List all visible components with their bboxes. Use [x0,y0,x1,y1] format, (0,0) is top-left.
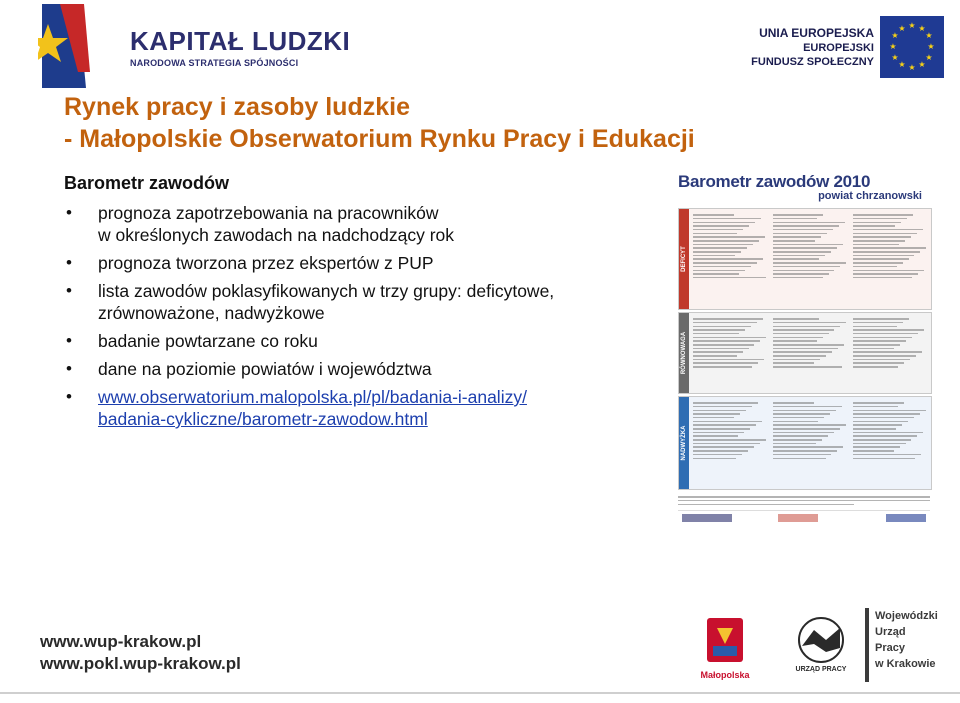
poster-text-line [853,443,906,445]
poster-text-line [853,410,926,412]
bullet-text: lista zawodów poklasyfikowanych w trzy grupy: deficytowe, [98,281,555,301]
poster-text-line [693,222,755,224]
bullet-text: w określonych zawodach na nadchodzący rok [98,225,455,245]
poster-text-line [853,417,914,419]
poster-text-line [693,229,743,231]
poster-text-line [693,355,737,357]
malopolska-logo [697,614,753,686]
svg-text:★: ★ [918,24,926,33]
link-text-line-2[interactable]: badania-cykliczne/barometr-zawodow.html [98,409,428,429]
poster-text-line [853,322,903,324]
poster-text-line [693,454,742,456]
svg-text:★: ★ [925,31,933,40]
poster-text-line [853,222,901,224]
poster-text-line [693,439,766,441]
poster-text-line [853,255,914,257]
poster-text-line [773,266,840,268]
poster-text-line [693,218,761,220]
poster-text-line [773,458,826,460]
wup-logo-line-4: w Krakowie [875,658,936,670]
poster-text-line [693,432,744,434]
poster-text-line [773,318,819,320]
poster-text-line [693,262,757,264]
poster-text-line [773,337,823,339]
poster-text-line [853,244,899,246]
poster-tab-deficyt: DEFICYT [679,209,689,309]
urzad-pracy-emblem-icon [790,616,852,664]
bullet-item [60,358,670,380]
ue-line-2: EUROPEJSKI [803,42,874,54]
poster-text-line [693,273,739,275]
poster-text-line [773,410,836,412]
poster-text-line [853,218,907,220]
poster-text-line [693,247,747,249]
poster-text-line [773,428,840,430]
poster-text-line [693,450,748,452]
poster-text-line [773,233,827,235]
poster-text-line [693,435,738,437]
section-heading: Barometr zawodów [64,173,230,193]
kapital-ludzki-subtitle: NARODOWA STRATEGIA SPÓJNOŚCI [130,58,299,68]
poster-text-line [853,424,902,426]
ue-logo [722,16,944,78]
poster-text-line [773,277,823,279]
poster-text-line [773,454,831,456]
poster-text-line [853,435,917,437]
poster-text-line [693,458,736,460]
poster-text-line [853,326,897,328]
svg-text:★: ★ [898,60,906,69]
poster-text-line [693,236,765,238]
poster-text-line [693,258,763,260]
poster-text-line [693,362,758,364]
poster-text-line [853,344,900,346]
poster-text-line [693,225,749,227]
poster-text-line [693,329,745,331]
poster-column [693,212,767,306]
poster-text-line [773,446,843,448]
poster-column [693,316,767,390]
poster-text-line [773,402,814,404]
poster-text-line [853,348,894,350]
poster-text-line [773,432,834,434]
poster-text-line [853,337,912,339]
poster-footnote [678,494,930,507]
poster-text-line [773,218,817,220]
poster-text-line [693,421,762,423]
svg-text:★: ★ [891,31,899,40]
wup-krakow-logo [865,608,955,688]
svg-text:★: ★ [908,63,916,72]
poster-text-line [693,410,746,412]
poster-text-line [773,424,846,426]
poster-text-line [693,333,739,335]
poster-text-line [773,262,846,264]
poster-text-line [693,359,764,361]
poster-text-line [853,428,896,430]
poster-column [693,400,767,486]
poster-text-line [853,413,920,415]
pokl-website: www.pokl.wup-krakow.pl [40,654,241,673]
kapital-ludzki-emblem-icon [38,2,94,92]
poster-text-line [853,277,912,279]
poster-text-line [693,214,734,216]
poster-text-line [773,270,834,272]
poster-text-line [693,270,745,272]
wup-logo-line-1: Wojewódzki [875,610,938,622]
poster-text-line [773,258,819,260]
poster-text-line [773,251,831,253]
poster-text-line [773,326,840,328]
poster-text-line [773,322,846,324]
svg-text:★: ★ [925,53,933,62]
bullet-item [60,330,670,352]
poster-text-line [693,413,740,415]
poster-text-line [693,340,760,342]
poster-text-line [693,326,751,328]
poster-text-line [853,266,897,268]
poster-section-nadwyzka [678,396,932,490]
poster-section-deficyt [678,208,932,310]
poster-text-line [853,240,905,242]
poster-text-line [853,458,915,460]
poster-text-line [693,266,751,268]
poster-text-line [773,329,834,331]
bullet-text: dane na poziomie powiatów i województwa [98,359,432,379]
bullet-text: badanie powtarzane co roku [98,331,318,351]
bullet-item [60,386,670,430]
poster-text-line [693,366,752,368]
poster-text-line [853,329,924,331]
svg-text:★: ★ [918,60,926,69]
poster-column [853,316,927,390]
poster-column [773,316,847,390]
poster-column [773,400,847,486]
poster-text-line [693,424,756,426]
svg-text:★: ★ [908,21,916,30]
poster-subtitle: powiat chrzanowski [818,190,922,202]
poster-tab-rownowaga: RÓWNOWAGA [679,313,689,393]
kapital-ludzki-logo [38,2,351,92]
poster-text-line [773,225,839,227]
bullet-item [60,280,670,324]
poster-column [853,400,927,486]
poster-text-line [773,439,822,441]
svg-text:★: ★ [927,42,935,51]
poster-text-line [853,454,921,456]
poster-text-line [693,344,754,346]
poster-text-line [693,251,741,253]
poster-text-line [773,406,842,408]
poster-text-line [853,247,926,249]
poster-text-line [773,413,830,415]
ue-line-3: FUNDUSZ SPOŁECZNY [751,56,874,68]
poster-text-line [853,333,918,335]
poster-text-line [853,446,900,448]
poster-text-line [773,443,816,445]
poster-text-line [853,366,898,368]
poster-text-line [773,359,820,361]
poster-text-line [853,225,895,227]
poster-text-line [693,240,759,242]
poster-text-line [693,402,758,404]
poster-text-line [773,244,843,246]
poster-text-line [773,240,815,242]
poster-text-line [853,432,923,434]
bullet-item [60,202,670,246]
poster-text-line [693,255,735,257]
poster-logo-strip [678,510,930,525]
poster-column [773,212,847,306]
poster-column [853,212,927,306]
poster-text-line [773,417,824,419]
urzad-pracy-logo [790,616,852,688]
poster-text-line [773,344,844,346]
bullet-text: zrównoważone, nadwyżkowe [98,303,325,323]
bullet-text: prognoza tworzona przez ekspertów z PUP [98,253,434,273]
poster-text-line [853,450,894,452]
poster-tab-nadwyzka: NADWYŻKA [679,397,689,489]
poster-text-line [773,450,837,452]
poster-text-line [853,251,920,253]
poster-text-line [773,214,823,216]
poster-text-line [693,446,754,448]
poster-text-line [773,340,817,342]
wup-logo-bar [865,608,869,682]
ue-line-1: UNIA EUROPEJSKA [759,26,874,40]
poster-text-line [773,236,821,238]
poster-text-line [853,340,906,342]
poster-text-line [853,359,910,361]
poster-text-line [853,351,922,353]
bullet-item [60,252,670,274]
poster-title: Barometr zawodów 2010 [678,172,871,191]
poster-text-line [693,233,737,235]
poster-text-line [693,406,752,408]
poster-text-line [853,362,904,364]
wup-website: www.wup-krakow.pl [40,632,202,651]
poster-text-line [853,355,916,357]
poster-text-line [853,439,911,441]
poster-text-line [853,270,924,272]
page-title-line-2: - Małopolskie Obserwatorium Rynku Pracy i Edukacji [64,125,695,153]
wup-logo-line-2: Urząd [875,626,906,638]
poster-text-line [773,255,825,257]
poster-text-line [693,351,743,353]
poster-text-line [773,222,845,224]
poster-text-line [773,229,833,231]
poster-text-line [853,233,917,235]
poster-text-line [773,348,838,350]
poster-text-line [693,322,757,324]
poster-text-line [693,443,760,445]
link-text-line-1[interactable]: www.obserwatorium.malopolska.pl/pl/badania-i-analizy/ [98,387,527,407]
malopolska-label: Małopolska [700,670,750,680]
svg-text:★: ★ [889,42,897,51]
poster-text-line [693,277,766,279]
svg-text:★: ★ [891,53,899,62]
poster-text-line [773,333,829,335]
bullet-text: prognoza zapotrzebowania na pracowników [98,203,439,223]
bullet-list [60,202,670,436]
poster-text-line [853,318,909,320]
poster-text-line [853,406,898,408]
poster-text-line [773,421,818,423]
malopolska-crest-icon [697,614,753,670]
poster-text-line [773,362,814,364]
wup-logo-line-3: Pracy [875,642,905,654]
poster-text-line [773,366,842,368]
poster-text-line [773,247,837,249]
eu-flag-icon [880,16,944,78]
poster-text-line [693,428,750,430]
poster-text-line [853,258,909,260]
poster-text-line [693,337,766,339]
urzad-pracy-label: URZĄD PRACY [795,666,847,673]
poster-text-line [773,355,826,357]
poster-text-line [773,435,828,437]
poster-text-line [853,421,908,423]
kapital-ludzki-title: KAPITAŁ LUDZKI [130,26,351,56]
poster-text-line [773,273,829,275]
barometr-poster [674,170,934,528]
poster-text-line [853,262,903,264]
poster-text-line [693,244,753,246]
poster-text-line [693,348,749,350]
poster-text-line [853,214,913,216]
poster-text-line [853,229,923,231]
page-title-line-1: Rynek pracy i zasoby ludzkie [64,93,410,121]
poster-text-line [693,417,734,419]
poster-text-line [853,273,918,275]
barometr-link[interactable] [98,387,527,429]
poster-text-line [853,402,904,404]
poster-section-rownowaga [678,312,932,394]
poster-text-line [773,351,832,353]
poster-text-line [853,236,911,238]
footer-divider [0,692,960,694]
poster-text-line [693,318,763,320]
svg-text:★: ★ [898,24,906,33]
